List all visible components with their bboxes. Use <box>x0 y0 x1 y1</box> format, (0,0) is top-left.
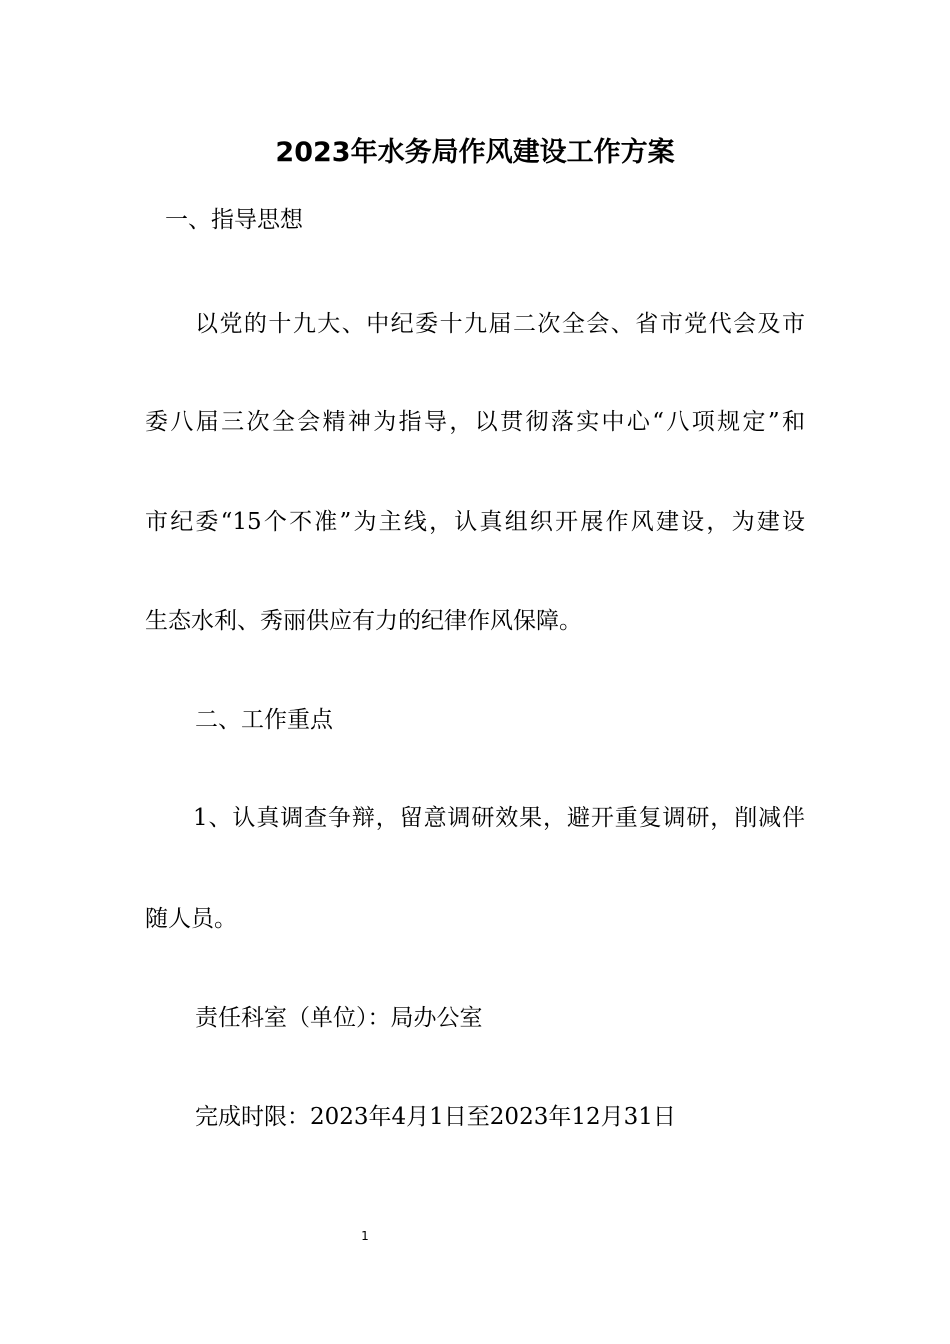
list-item-line: 1、认真调查争辩，留意调研效果，避开重复调研，削减伴 <box>193 805 805 831</box>
document-title: 2023年水务局作风建设工作方案 <box>275 137 675 168</box>
section-heading-guiding-thought: 一、指导思想 <box>165 207 303 233</box>
paragraph-line: 委八届三次全会精神为指导，以贯彻落实中心“八项规定”和 <box>145 409 805 435</box>
paragraph-line: 生态水利、秀丽供应有力的纪律作风保障。 <box>145 608 582 634</box>
page-number: 1 <box>361 1229 369 1243</box>
section-heading-work-focus: 二、工作重点 <box>195 707 333 733</box>
completion-deadline: 完成时限：2023年4月1日至2023年12月31日 <box>195 1104 676 1130</box>
paragraph-line: 市纪委“15个不准”为主线，认真组织开展作风建设，为建设 <box>145 509 805 535</box>
list-item-line: 随人员。 <box>145 906 237 932</box>
responsible-department: 责任科室（单位）：局办公室 <box>195 1005 483 1031</box>
paragraph-line: 以党的十九大、中纪委十九届二次全会、省市党代会及市 <box>195 311 805 337</box>
